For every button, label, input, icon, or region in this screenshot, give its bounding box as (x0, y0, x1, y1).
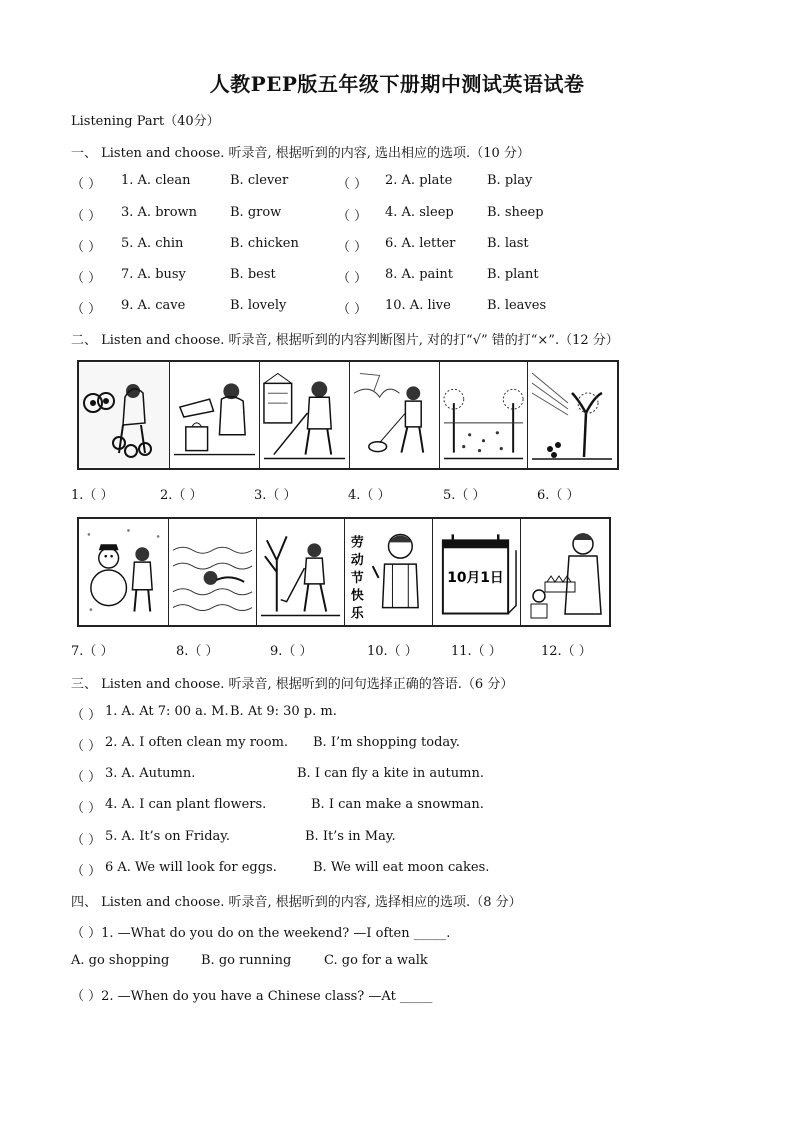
picture-6 (528, 362, 615, 468)
s3-answer-paren[interactable]: （ ） (71, 770, 102, 785)
s3-answer-paren[interactable]: （ ） (71, 833, 102, 848)
sign-char-2: 动 (350, 553, 364, 569)
picture-5 (440, 362, 528, 468)
picture-4 (350, 362, 440, 468)
section-2-heading: 二、 Listen and choose. 听录音, 根据听到的内容判断图片, 对的打“√” 错的打“×”.（12 分） (71, 333, 619, 348)
s3-option-b[interactable]: B. At 9: 30 p. m. (230, 704, 337, 719)
picture-answer-label[interactable]: 10.（ ） (367, 644, 418, 659)
s3-option-a[interactable]: 5. A. It’s on Friday. (105, 829, 231, 844)
s4-question-1: （ ）1. —What do you do on the weekend? —I often _____. (71, 926, 451, 941)
s1-option-a[interactable]: 4. A. sleep (385, 205, 454, 220)
calendar-date: 10月1日 (447, 569, 504, 586)
s3-option-a[interactable]: 3. A. Autumn. (105, 766, 196, 781)
s1-option-a[interactable]: 3. A. brown (121, 205, 198, 220)
s1-option-b[interactable]: B. lovely (230, 298, 287, 313)
s1-answer-paren[interactable]: （ ） (71, 177, 102, 192)
s4-q1-option-c[interactable]: C. go for a walk (324, 953, 428, 968)
picture-3 (260, 362, 350, 468)
s1-answer-paren[interactable]: （ ） (337, 302, 368, 317)
picture-strip-2 (77, 517, 611, 627)
picture-answer-label[interactable]: 7.（ ） (71, 644, 114, 659)
picture-answer-label[interactable]: 9.（ ） (270, 644, 313, 659)
section-3-heading: 三、 Listen and choose. 听录音, 根据听到的问句选择正确的答语.（6 分） (71, 677, 514, 692)
listening-part-label: Listening Part（40分） (71, 114, 220, 129)
s1-answer-paren[interactable]: （ ） (337, 271, 368, 286)
s1-option-b[interactable]: B. best (230, 267, 276, 282)
sign-char-1: 劳 (350, 535, 364, 551)
s3-option-b[interactable]: B. It’s in May. (305, 829, 396, 844)
s3-option-a[interactable]: 1. A. At 7: 00 a. M. (105, 704, 229, 719)
s3-option-a[interactable]: 4. A. I can plant flowers. (105, 797, 267, 812)
picture-answer-label[interactable]: 11.（ ） (451, 644, 502, 659)
s1-answer-paren[interactable]: （ ） (337, 177, 368, 192)
s1-answer-paren[interactable]: （ ） (71, 209, 102, 224)
s1-option-b[interactable]: B. chicken (230, 236, 299, 251)
s1-option-a[interactable]: 10. A. live (385, 298, 451, 313)
s3-answer-paren[interactable]: （ ） (71, 801, 102, 816)
s1-option-a[interactable]: 8. A. paint (385, 267, 454, 282)
s3-option-b[interactable]: B. We will eat moon cakes. (313, 860, 490, 875)
sign-char-4: 快 (350, 588, 364, 604)
s1-option-a[interactable]: 1. A. clean (121, 173, 191, 188)
picture-answer-label[interactable]: 6.（ ） (537, 488, 580, 503)
picture-answer-label[interactable]: 2.（ ） (160, 488, 203, 503)
s1-option-a[interactable]: 2. A. plate (385, 173, 453, 188)
picture-strip-1 (77, 360, 619, 470)
picture-answer-label[interactable]: 3.（ ） (254, 488, 297, 503)
s1-option-b[interactable]: B. play (487, 173, 533, 188)
picture-1 (79, 362, 170, 468)
sign-char-3: 节 (350, 570, 364, 586)
s4-q1-option-b[interactable]: B. go running (201, 953, 292, 968)
s3-option-b[interactable]: B. I can fly a kite in autumn. (297, 766, 484, 781)
s1-option-a[interactable]: 6. A. letter (385, 236, 456, 251)
s1-answer-paren[interactable]: （ ） (71, 271, 102, 286)
picture-8 (169, 519, 257, 625)
s4-question-2: （ ）2. —When do you have a Chinese class? —At _____ (71, 989, 433, 1004)
s3-answer-paren[interactable]: （ ） (71, 708, 102, 723)
picture-11 (433, 519, 521, 625)
picture-9 (257, 519, 345, 625)
sign-char-5: 乐 (350, 606, 364, 622)
s1-answer-paren[interactable]: （ ） (337, 240, 368, 255)
s1-option-a[interactable]: 9. A. cave (121, 298, 186, 313)
picture-7 (79, 519, 169, 625)
picture-answer-label[interactable]: 4.（ ） (348, 488, 391, 503)
s3-option-a[interactable]: 6 A. We will look for eggs. (105, 860, 277, 875)
s3-option-a[interactable]: 2. A. I often clean my room. (105, 735, 289, 750)
s1-option-b[interactable]: B. sheep (487, 205, 544, 220)
picture-answer-label[interactable]: 12.（ ） (541, 644, 592, 659)
picture-2 (170, 362, 260, 468)
s3-option-b[interactable]: B. I can make a snowman. (311, 797, 484, 812)
picture-12 (521, 519, 609, 625)
s1-answer-paren[interactable]: （ ） (337, 209, 368, 224)
s1-option-b[interactable]: B. last (487, 236, 529, 251)
picture-answer-label[interactable]: 1.（ ） (71, 488, 114, 503)
s1-option-a[interactable]: 5. A. chin (121, 236, 184, 251)
page-title: 人教PEP版五年级下册期中测试英语试卷 (209, 72, 585, 96)
s1-option-b[interactable]: B. leaves (487, 298, 547, 313)
picture-answer-label[interactable]: 8.（ ） (176, 644, 219, 659)
section-4-heading: 四、 Listen and choose. 听录音, 根据听到的内容, 选择相应的选项.（8 分） (71, 895, 522, 910)
s3-answer-paren[interactable]: （ ） (71, 739, 102, 754)
s1-option-b[interactable]: B. grow (230, 205, 282, 220)
section-1-heading: 一、 Listen and choose. 听录音, 根据听到的内容, 选出相应的选项.（10 分） (71, 146, 530, 161)
picture-10 (345, 519, 433, 625)
picture-answer-label[interactable]: 5.（ ） (443, 488, 486, 503)
s4-q1-option-a[interactable]: A. go shopping (71, 953, 170, 968)
s1-option-a[interactable]: 7. A. busy (121, 267, 186, 282)
s1-answer-paren[interactable]: （ ） (71, 240, 102, 255)
s1-option-b[interactable]: B. plant (487, 267, 539, 282)
s3-option-b[interactable]: B. I’m shopping today. (313, 735, 460, 750)
s1-answer-paren[interactable]: （ ） (71, 302, 102, 317)
s1-option-b[interactable]: B. clever (230, 173, 289, 188)
s3-answer-paren[interactable]: （ ） (71, 864, 102, 879)
